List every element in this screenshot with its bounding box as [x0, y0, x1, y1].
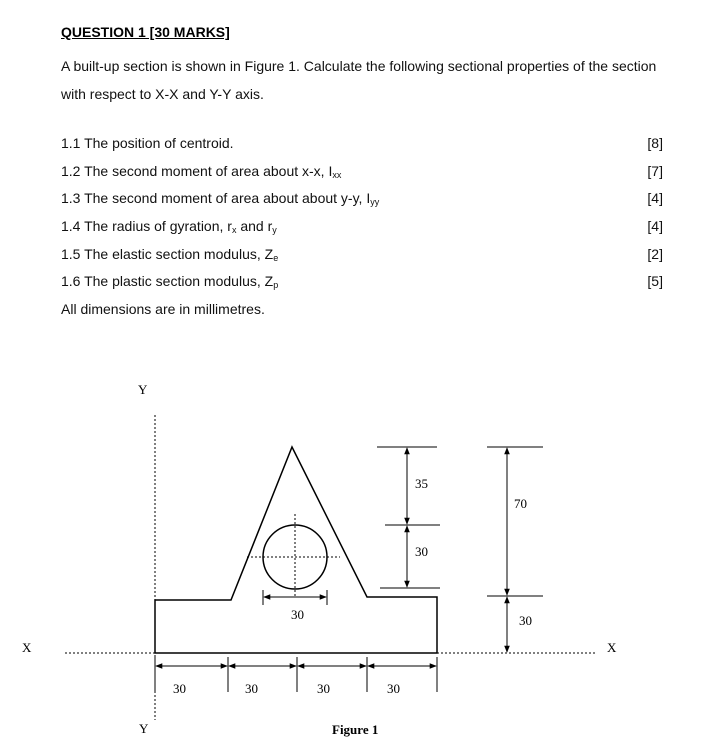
item-marks: [2] — [647, 245, 663, 262]
axis-label-x-left: X — [22, 640, 32, 655]
figure-1-diagram — [0, 370, 703, 752]
question-item — [61, 218, 663, 246]
section-outline — [155, 447, 437, 653]
dim-35-label: 35 — [415, 476, 428, 491]
item-subscript: x — [231, 225, 237, 236]
item-text: and r — [236, 218, 273, 235]
question-heading: QUESTION 1 [30 MARKS] — [61, 24, 230, 40]
item-marks: [4] — [647, 218, 663, 235]
item-text: 1.2 The second moment of area about x-x, I — [61, 162, 333, 179]
axis-label-x-right: X — [607, 640, 617, 655]
question-item — [61, 246, 663, 274]
item-subscript: e — [273, 252, 279, 263]
dim-30-base-label: 30 — [519, 613, 532, 628]
item-subscript: yy — [370, 197, 380, 208]
item-marks: [8] — [647, 135, 663, 151]
question-list — [61, 135, 663, 301]
item-marks: [7] — [647, 162, 663, 179]
item-subscript: p — [273, 280, 279, 291]
question-item — [61, 163, 663, 191]
dim-bottom-label: 30 — [387, 681, 400, 696]
item-text: 1.6 The plastic section modulus, Z — [61, 273, 274, 290]
dim-bottom-label: 30 — [317, 681, 330, 696]
item-text: 1.3 The second moment of area about about y-y, I — [61, 190, 371, 207]
dim-70-label: 70 — [514, 496, 527, 511]
dim-bottom-label: 30 — [245, 681, 258, 696]
item-marks: [5] — [647, 273, 663, 290]
question-intro: A built-up section is shown in Figure 1. Calculate the following sectional properties of the section with respect to X-X and Y-Y axis. — [61, 58, 657, 102]
question-item — [61, 273, 663, 301]
item-text: 1.1 The position of centroid. — [61, 135, 234, 151]
item-marks: [4] — [647, 190, 663, 207]
axis-label-y-bottom: Y — [139, 721, 149, 736]
item-subscript: xx — [332, 169, 342, 180]
question-item — [61, 135, 663, 163]
dim-bottom-label: 30 — [173, 681, 186, 696]
figure-caption: Figure 1 — [332, 722, 379, 737]
item-text: 1.5 The elastic section modulus, Z — [61, 245, 274, 262]
dim-diameter-label: 30 — [291, 607, 304, 622]
item-subscript: y — [272, 225, 277, 236]
axis-label-y-top: Y — [138, 382, 148, 397]
units-note: All dimensions are in millimetres. — [61, 301, 265, 317]
dim-30-hole-label: 30 — [415, 544, 428, 559]
item-text: 1.4 The radius of gyration, r — [61, 218, 232, 235]
question-item — [61, 190, 663, 218]
